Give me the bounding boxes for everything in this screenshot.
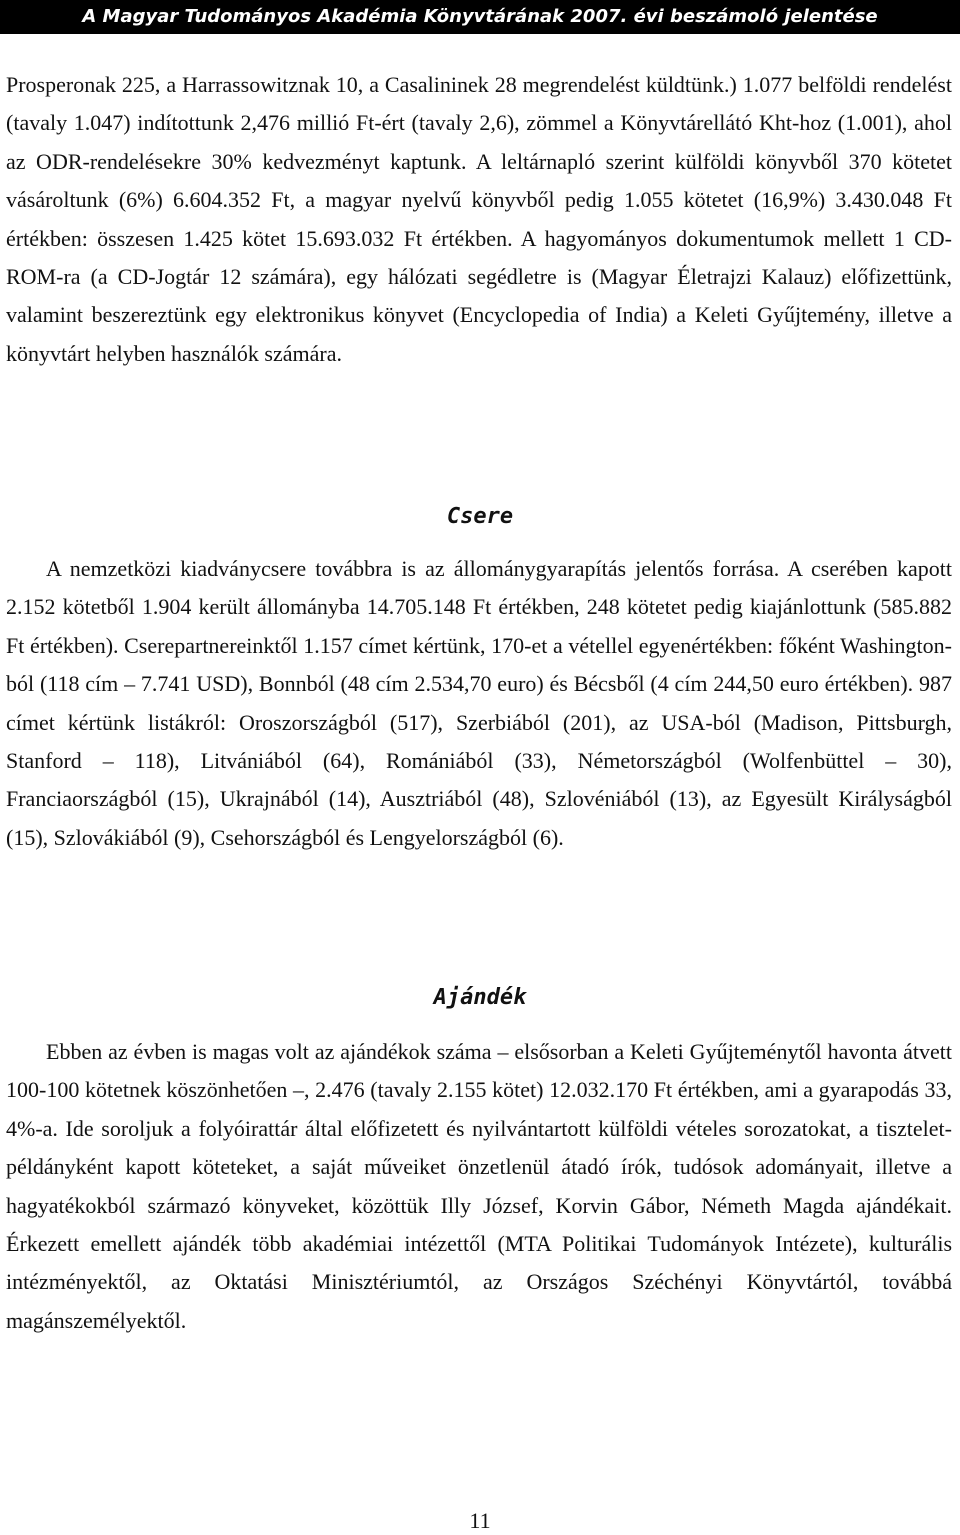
running-header: A Magyar Tudományos Akadémia Könyvtárának 2007. évi beszámoló jelentése — [0, 0, 960, 34]
ajandek-paragraph: Ebben az évben is magas volt az ajándékok száma – elsősorban a Keleti Gyűjteménytől havonta átvett 100-100 kötetnek köszönhetően –, 2.476 (tavaly 2.155 kötet) 12.032.170 Ft értékben, ami a gyarapodás 33, 4%-a. Ide soroljuk a folyóirattár által előfizetett és nyilvántartott külföldi vételes sorozatokat, a tisztelet-példányként kapott köteteket, a saját műveiket önzetlenül átadó írók, tudósok adományait, illetve a hagyatékokból származó könyveket, közöttük Illy József, Korvin Gábor, Németh Magda ajándékait. Érkezett emellett ajándék több akadémiai intézettől (MTA Politikai Tudományok Intézete), kulturális intézményektől, az Oktatási Minisztériumtól, az Országos Széchényi Könyvtártól, továbbá magánszemélyektől. — [6, 1039, 952, 1333]
section-heading-csere: Csere — [446, 504, 514, 529]
page-number: 11 — [469, 1508, 491, 1533]
csere-paragraph: A nemzetközi kiadványcsere továbbra is az állománygyarapítás jelentős forrása. A cserében kapott 2.152 kötetből 1.904 került állományba 14.705.148 Ft értékben, 248 kötetet pedig kiajánlottunk (585.882 Ft értékben). Cserepartnereinktől 1.157 címet kértünk, 170-et a vétellel egyenértékben: főként Washingtonból (118 cím – 7.741 USD), Bonnból (48 cím 2.534,70 euro) és Bécsből (4 cím 244,50 euro értékben). 987 címet kértünk listákról: Oroszországból (517), Szerbiából (201), az USA-ból (Madison, Pittsburgh, Stanford – 118), Litvániából (64), Romániából (33), Németországból (Wolfenbüttel – 30), Franciaországból (15), Ukrajnából (14), Ausztriából (48), Szlovéniából (13), az Egyesült Királyságból (15), Szlovákiából (9), Csehországból és Lengyelországból (6). — [6, 556, 952, 850]
intro-paragraph: Prosperonak 225, a Harrassowitznak 10, a Casalininek 28 megrendelést küldtünk.) 1.077 belföldi rendelést (tavaly 1.047) indítottunk 2,476 millió Ft-ért (tavaly 2,6), zömmel a Könyvtárellátó Kht-hoz (1.001), ahol az ODR-rendelésekre 30% kedvezményt kaptunk. A leltárnapló szerint külföldi könyvből 370 kötetet vásároltunk (6%) 6.604.352 Ft, a magyar nyelvű könyvből pedig 1.055 kötetet (16,9%) 3.430.048 Ft értékben: összesen 1.425 kötet 15.693.032 Ft értékben. A hagyományos dokumentumok mellett 1 CD-ROM-ra (a CD-Jogtár 12 számára), egy hálózati segédletre is (Magyar Életrajzi Kalauz) előfizettünk, valamint beszereztünk egy elektronikus könyvet (Encyclopedia of India) a Keleti Gyűjtemény, illetve a könyvtárt helyben használók számára. — [6, 72, 952, 366]
section-heading-ajandek: Ajándék — [433, 985, 527, 1010]
